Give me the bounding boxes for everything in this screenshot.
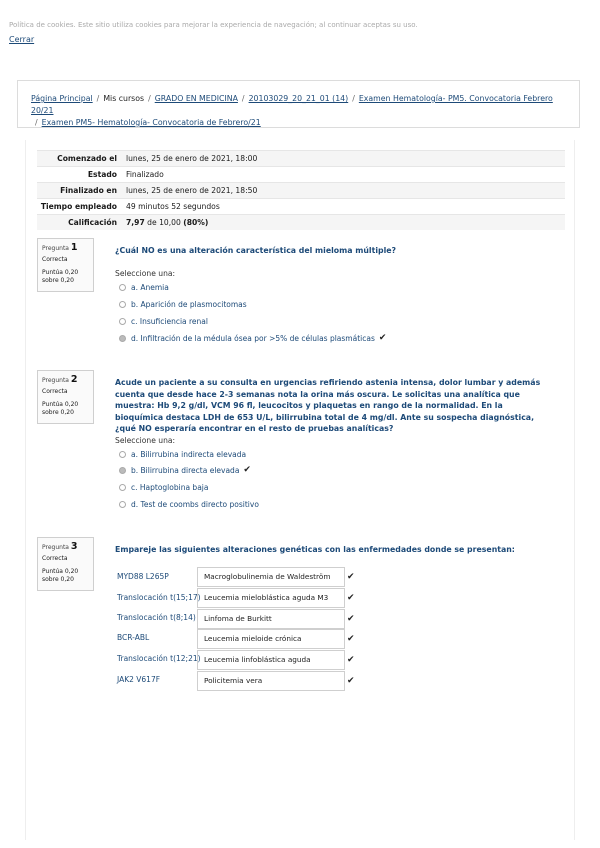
summary-label: Calificación	[68, 218, 117, 227]
match-select[interactable]: Leucemia mieloblástica aguda M3	[197, 588, 345, 608]
radio-button[interactable]	[119, 484, 126, 491]
radio-button[interactable]	[119, 451, 126, 458]
match-item-label: BCR-ABL	[117, 633, 150, 642]
breadcrumb	[31, 93, 566, 129]
summary-value	[121, 215, 208, 230]
summary-row-finished	[37, 182, 565, 198]
summary-label: Tiempo empleado	[40, 202, 117, 211]
breadcrumb-quiz-link[interactable]: Examen PM5- Hematología- Convocatoria de Febrero/21	[41, 118, 261, 127]
question-state: Correcta	[42, 256, 68, 263]
radio-button[interactable]	[119, 301, 126, 308]
radio-button[interactable]	[119, 467, 126, 474]
grade-out-of: de 10,00	[147, 218, 181, 227]
radio-button[interactable]	[119, 335, 126, 342]
breadcrumb-separator: /	[352, 94, 355, 103]
question-info-box	[37, 238, 94, 292]
check-icon: ✔	[347, 676, 355, 686]
summary-row-time	[37, 198, 565, 214]
summary-row-state	[37, 166, 565, 182]
match-item-label: JAK2 V617F	[117, 675, 161, 684]
question-text: Empareje las siguientes alteraciones genéticas con las enfermedades donde se presentan:	[115, 545, 515, 554]
summary-row-grade	[37, 214, 565, 230]
answer-option[interactable]: b. Aparición de plasmocitomas	[119, 300, 247, 309]
breadcrumb-separator: /	[148, 94, 151, 103]
question-number: Pregunta 1	[42, 242, 78, 253]
question-state: Correcta	[42, 555, 68, 562]
breadcrumb-separator: /	[35, 118, 38, 127]
answer-option[interactable]: c. Insuficiencia renal	[119, 317, 208, 326]
match-select[interactable]: Macroglobulinemia de Waldeström	[197, 567, 345, 587]
summary-row-started	[37, 150, 565, 166]
breadcrumb-section-link[interactable]: Examen Hematología- PM5. Convocatoria Febrero 20/21	[31, 94, 553, 115]
summary-value: lunes, 25 de enero de 2021, 18:50	[126, 186, 258, 195]
breadcrumb-container	[17, 80, 580, 128]
match-select[interactable]: Policitemia vera	[197, 671, 345, 691]
breadcrumb-home-link[interactable]: Página Principal	[31, 94, 93, 103]
match-select[interactable]: Linfoma de Burkitt	[197, 609, 345, 629]
summary-value: Finalizado	[126, 170, 164, 179]
check-icon: ✔	[347, 572, 355, 582]
grade-score: 7,97	[126, 218, 145, 227]
answer-prompt: Seleccione una:	[115, 436, 176, 445]
check-icon: ✔	[378, 333, 387, 343]
question-state: Correcta	[42, 388, 68, 395]
summary-label: Estado	[87, 170, 117, 179]
breadcrumb-course-link[interactable]: 20103029_20_21_01 (14)	[248, 94, 349, 103]
grade-percent: (80%)	[183, 218, 209, 227]
match-item-label: Translocación t(8;14)	[117, 613, 196, 622]
breadcrumb-separator: /	[96, 94, 100, 103]
summary-value: 49 minutos 52 segundos	[126, 202, 220, 211]
match-item-label: Translocación t(15;17)	[117, 593, 201, 602]
question-number: Pregunta 3	[42, 541, 78, 552]
summary-value: lunes, 25 de enero de 2021, 18:00	[126, 154, 258, 163]
close-notice-link[interactable]: Cerrar	[9, 35, 35, 44]
check-icon: ✔	[347, 614, 355, 624]
answer-option[interactable]: a. Anemia	[119, 283, 169, 292]
question-text: Acude un paciente a su consulta en urgencias refiriendo astenia intensa, dolor lumbar y además cuenta que desde hace 2-3 semanas nota la orina más oscura. Le solicitas una analítica que muestra: Hb 9,2 g/dl, VCM 96 fl, leucocitos y plaquetas en rango de la normalidad. En la bioquímica destaca LDH de 653 U/L, bilirrubina total de 4 mg/dl. Ante su sospecha diagnóstica, ¿qué NO esperaría encontrar en el resto de pruebas analíticas?	[115, 378, 541, 433]
check-icon: ✔	[347, 634, 355, 644]
breadcrumb-my-courses: Mis cursos	[103, 94, 145, 103]
check-icon: ✔	[347, 655, 355, 665]
answer-option[interactable]: c. Haptoglobina baja	[119, 483, 208, 492]
answer-prompt: Seleccione una:	[115, 269, 176, 278]
check-icon: ✔	[347, 593, 355, 603]
question-grade: Puntúa 0,20 sobre 0,20	[42, 401, 79, 416]
cookie-notice-text: Política de cookies. Este sitio utiliza cookies para mejorar la experiencia de navegación; al continuar aceptas su uso.	[9, 21, 418, 29]
question-info-box	[37, 537, 94, 591]
summary-label: Finalizado en	[60, 186, 117, 195]
question-grade: Puntúa 0,20 sobre 0,20	[42, 568, 79, 583]
breadcrumb-separator: /	[241, 94, 245, 103]
question-info-box	[37, 370, 94, 424]
answer-option[interactable]: a. Bilirrubina indirecta elevada	[119, 450, 246, 459]
check-icon: ✔	[243, 465, 251, 475]
match-select[interactable]: Leucemia mieloide crónica	[197, 629, 345, 649]
match-item-label: MYD88 L265P	[117, 572, 169, 581]
summary-label: Comenzado el	[57, 154, 117, 163]
radio-button[interactable]	[119, 318, 126, 325]
answer-option[interactable]: b. Bilirrubina directa elevada ✔	[119, 466, 251, 475]
radio-button[interactable]	[119, 284, 126, 291]
question-text: ¿Cuál NO es una alteración característica del mieloma múltiple?	[115, 246, 397, 255]
match-item-label: Translocación t(12;21)	[117, 654, 201, 663]
question-number: Pregunta 2	[42, 374, 78, 385]
answer-option[interactable]: d. Test de coombs directo positivo	[119, 500, 259, 509]
question-grade: Puntúa 0,20 sobre 0,20	[42, 269, 79, 284]
answer-option[interactable]: d. Infiltración de la médula ósea por >5% de células plasmáticas ✔	[119, 334, 386, 343]
match-select[interactable]: Leucemia linfoblástica aguda	[197, 650, 345, 670]
breadcrumb-degree-link[interactable]: GRADO EN MEDICINA	[154, 94, 238, 103]
attempt-summary-table	[37, 150, 565, 230]
radio-button[interactable]	[119, 501, 126, 508]
